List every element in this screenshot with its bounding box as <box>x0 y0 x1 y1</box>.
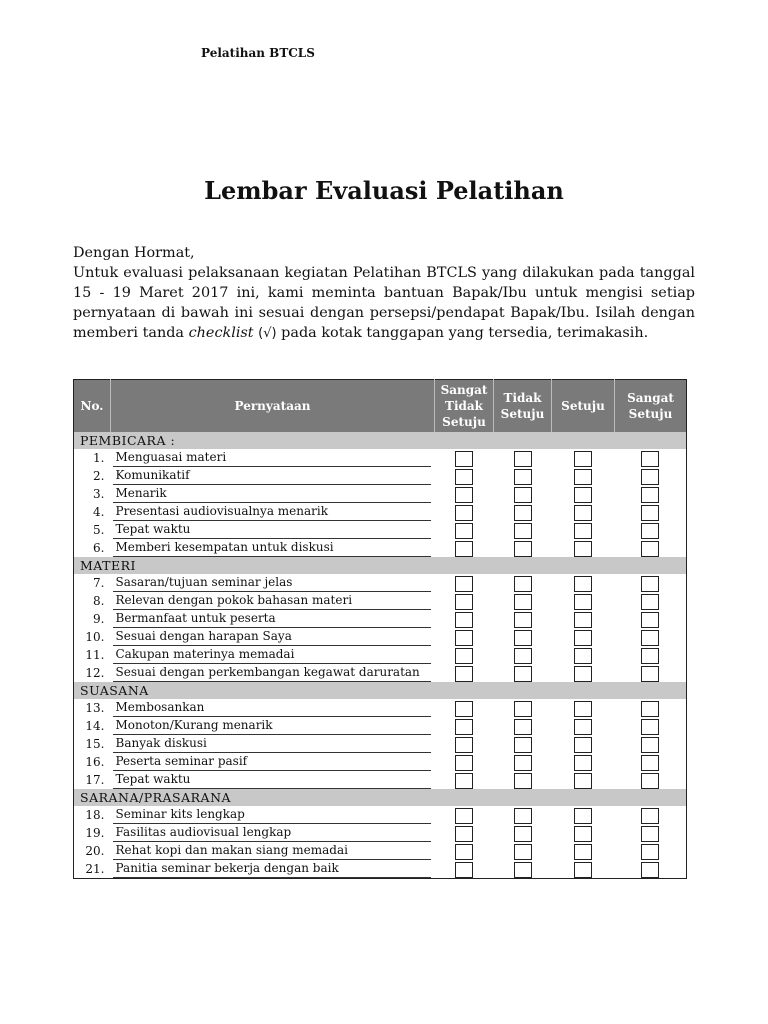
item-number: 16. <box>85 755 105 769</box>
strongly-disagree-cell <box>435 842 494 860</box>
disagree-cell <box>494 592 552 610</box>
strongly-disagree-cell <box>435 539 494 557</box>
disagree-cell <box>494 646 552 664</box>
statement-cell <box>111 646 435 664</box>
statement-cell <box>111 628 435 646</box>
disagree-checkbox[interactable] <box>514 469 532 485</box>
statement-text: Fasilitas audiovisual lengkap <box>113 824 431 842</box>
strongly-disagree-cell <box>435 592 494 610</box>
statement-text: Sasaran/tujuan seminar jelas <box>113 574 431 592</box>
instructions-text-after: pada kotak tanggapan yang tersedia, terimakasih. <box>276 325 649 341</box>
strongly-agree-checkbox[interactable] <box>641 469 659 485</box>
strongly-agree-checkbox[interactable] <box>641 505 659 521</box>
agree-checkbox[interactable] <box>574 469 592 485</box>
statement-cell <box>111 592 435 610</box>
agree-checkbox[interactable] <box>574 576 592 592</box>
disagree-cell <box>494 539 552 557</box>
strongly-disagree-checkbox[interactable] <box>455 826 473 842</box>
strongly-agree-cell <box>615 628 687 646</box>
statement-text: Tepat waktu <box>113 521 431 539</box>
strongly-disagree-cell <box>435 449 494 467</box>
strongly-agree-cell <box>615 485 687 503</box>
header-label: Pelatihan BTCLS <box>201 46 315 60</box>
statement-cell <box>111 449 435 467</box>
agree-cell <box>552 592 615 610</box>
strongly-disagree-cell <box>435 610 494 628</box>
strongly-agree-cell <box>615 574 687 592</box>
item-number: 9. <box>93 612 105 626</box>
agree-checkbox[interactable] <box>574 737 592 753</box>
instructions-text-before: Untuk evaluasi pelaksanaan kegiatan Pelatihan BTCLS yang dilakukan pada tanggal 15 - 19 Maret 2017 ini, kami meminta bantuan Bapak/Ibu untuk mengisi setiap pernyataan di bawah ini sesuai dengan persepsi/pendapat Bapak/Ibu. Isilah dengan memberi tanda <box>73 265 695 341</box>
disagree-checkbox[interactable] <box>514 826 532 842</box>
agree-cell <box>552 574 615 592</box>
item-number: 1. <box>93 451 105 465</box>
strongly-disagree-cell <box>435 824 494 842</box>
agree-checkbox[interactable] <box>574 666 592 682</box>
statement-text: Sesuai dengan harapan Saya <box>113 628 431 646</box>
strongly-disagree-checkbox[interactable] <box>455 862 473 878</box>
strongly-agree-cell <box>615 539 687 557</box>
agree-cell <box>552 717 615 735</box>
table-row <box>74 699 687 717</box>
agree-checkbox[interactable] <box>574 719 592 735</box>
disagree-checkbox[interactable] <box>514 576 532 592</box>
section-row <box>74 557 687 574</box>
agree-cell <box>552 646 615 664</box>
table-row <box>74 467 687 485</box>
strongly-agree-checkbox[interactable] <box>641 541 659 557</box>
agree-checkbox[interactable] <box>574 808 592 824</box>
strongly-agree-cell <box>615 646 687 664</box>
table-row <box>74 485 687 503</box>
strongly-agree-checkbox[interactable] <box>641 773 659 789</box>
strongly-disagree-checkbox[interactable] <box>455 666 473 682</box>
strongly-agree-cell <box>615 610 687 628</box>
statement-cell <box>111 485 435 503</box>
agree-cell <box>552 771 615 789</box>
statement-cell <box>111 717 435 735</box>
statement-text: Relevan dengan pokok bahasan materi <box>113 592 431 610</box>
disagree-checkbox[interactable] <box>514 701 532 717</box>
item-number: 11. <box>85 648 105 662</box>
disagree-cell <box>494 503 552 521</box>
header-disagree: Tidak Setuju <box>494 380 552 433</box>
agree-cell <box>552 449 615 467</box>
strongly-agree-cell <box>615 521 687 539</box>
statement-text: Banyak diskusi <box>113 735 431 753</box>
agree-cell <box>552 467 615 485</box>
header-agree: Setuju <box>552 380 615 433</box>
agree-checkbox[interactable] <box>574 755 592 771</box>
statement-cell <box>111 753 435 771</box>
strongly-agree-checkbox[interactable] <box>641 487 659 503</box>
evaluation-table <box>73 379 687 879</box>
agree-cell <box>552 824 615 842</box>
strongly-agree-cell <box>615 699 687 717</box>
disagree-checkbox[interactable] <box>514 773 532 789</box>
table-row <box>74 628 687 646</box>
agree-cell <box>552 503 615 521</box>
disagree-checkbox[interactable] <box>514 737 532 753</box>
statement-text: Tepat waktu <box>113 771 431 789</box>
agree-cell <box>552 842 615 860</box>
disagree-checkbox[interactable] <box>514 755 532 771</box>
intro-paragraph <box>73 243 695 344</box>
strongly-agree-cell <box>615 503 687 521</box>
checklist-word: checklist <box>188 325 254 341</box>
section-row <box>74 789 687 806</box>
strongly-disagree-checkbox[interactable] <box>455 594 473 610</box>
statement-text: Panitia seminar bekerja dengan baik <box>113 860 431 878</box>
agree-checkbox[interactable] <box>574 826 592 842</box>
table-row <box>74 824 687 842</box>
section-row <box>74 682 687 699</box>
disagree-cell <box>494 735 552 753</box>
strongly-agree-checkbox[interactable] <box>641 719 659 735</box>
statement-text: Seminar kits lengkap <box>113 806 431 824</box>
item-number: 5. <box>93 523 105 537</box>
disagree-checkbox[interactable] <box>514 541 532 557</box>
disagree-checkbox[interactable] <box>514 505 532 521</box>
statement-cell <box>111 574 435 592</box>
strongly-disagree-cell <box>435 646 494 664</box>
statement-cell <box>111 467 435 485</box>
agree-cell <box>552 610 615 628</box>
disagree-checkbox[interactable] <box>514 594 532 610</box>
strongly-agree-cell <box>615 735 687 753</box>
strongly-disagree-cell <box>435 628 494 646</box>
table-row <box>74 717 687 735</box>
item-number: 21. <box>85 862 105 876</box>
strongly-agree-checkbox[interactable] <box>641 594 659 610</box>
item-number: 17. <box>85 773 105 787</box>
statement-text: Membosankan <box>113 699 431 717</box>
disagree-checkbox[interactable] <box>514 666 532 682</box>
statement-text: Menguasai materi <box>113 449 431 467</box>
strongly-disagree-checkbox[interactable] <box>455 701 473 717</box>
disagree-cell <box>494 610 552 628</box>
disagree-cell <box>494 753 552 771</box>
strongly-disagree-checkbox[interactable] <box>455 541 473 557</box>
strongly-disagree-checkbox[interactable] <box>455 523 473 539</box>
strongly-agree-cell <box>615 771 687 789</box>
agree-cell <box>552 806 615 824</box>
strongly-agree-checkbox[interactable] <box>641 844 659 860</box>
agree-checkbox[interactable] <box>574 773 592 789</box>
strongly-agree-cell <box>615 717 687 735</box>
agree-cell <box>552 699 615 717</box>
item-number: 7. <box>93 576 105 590</box>
statement-cell <box>111 610 435 628</box>
disagree-checkbox[interactable] <box>514 487 532 503</box>
table-row <box>74 664 687 682</box>
strongly-agree-checkbox[interactable] <box>641 701 659 717</box>
disagree-cell <box>494 521 552 539</box>
disagree-cell <box>494 717 552 735</box>
header-strongly-agree: Sangat Setuju <box>615 380 687 433</box>
strongly-disagree-checkbox[interactable] <box>455 630 473 646</box>
statement-text: Rehat kopi dan makan siang memadai <box>113 842 431 860</box>
strongly-disagree-cell <box>435 753 494 771</box>
strongly-agree-cell <box>615 449 687 467</box>
disagree-cell <box>494 467 552 485</box>
disagree-cell <box>494 449 552 467</box>
agree-checkbox[interactable] <box>574 701 592 717</box>
agree-cell <box>552 485 615 503</box>
statement-cell <box>111 664 435 682</box>
agree-checkbox[interactable] <box>574 541 592 557</box>
agree-checkbox[interactable] <box>574 451 592 467</box>
strongly-agree-checkbox[interactable] <box>641 826 659 842</box>
agree-checkbox[interactable] <box>574 612 592 628</box>
strongly-agree-cell <box>615 860 687 879</box>
table-row <box>74 539 687 557</box>
item-number: 2. <box>93 469 105 483</box>
strongly-agree-checkbox[interactable] <box>641 451 659 467</box>
agree-checkbox[interactable] <box>574 648 592 664</box>
statement-text: Presentasi audiovisualnya menarik <box>113 503 431 521</box>
table-row <box>74 449 687 467</box>
table-row <box>74 592 687 610</box>
item-number: 19. <box>85 826 105 840</box>
strongly-disagree-checkbox[interactable] <box>455 487 473 503</box>
strongly-disagree-checkbox[interactable] <box>455 576 473 592</box>
agree-cell <box>552 521 615 539</box>
item-number: 3. <box>93 487 105 501</box>
strongly-agree-checkbox[interactable] <box>641 737 659 753</box>
table-row <box>74 806 687 824</box>
strongly-disagree-checkbox[interactable] <box>455 755 473 771</box>
statement-cell <box>111 842 435 860</box>
strongly-disagree-cell <box>435 699 494 717</box>
strongly-disagree-checkbox[interactable] <box>455 808 473 824</box>
strongly-agree-checkbox[interactable] <box>641 523 659 539</box>
disagree-checkbox[interactable] <box>514 808 532 824</box>
strongly-disagree-checkbox[interactable] <box>455 737 473 753</box>
agree-checkbox[interactable] <box>574 630 592 646</box>
section-title: PEMBICARA : <box>74 432 687 449</box>
table-body <box>74 432 687 879</box>
instructions <box>73 263 695 344</box>
strongly-disagree-cell <box>435 771 494 789</box>
table-row <box>74 860 687 879</box>
agree-cell <box>552 735 615 753</box>
strongly-agree-cell <box>615 824 687 842</box>
agree-cell <box>552 753 615 771</box>
strongly-disagree-checkbox[interactable] <box>455 648 473 664</box>
item-number: 18. <box>85 808 105 822</box>
strongly-agree-checkbox[interactable] <box>641 666 659 682</box>
agree-checkbox[interactable] <box>574 487 592 503</box>
strongly-agree-checkbox[interactable] <box>641 648 659 664</box>
table-row <box>74 574 687 592</box>
statement-text: Peserta seminar pasif <box>113 753 431 771</box>
agree-cell <box>552 539 615 557</box>
strongly-disagree-cell <box>435 485 494 503</box>
table-row <box>74 646 687 664</box>
section-title: SUASANA <box>74 682 687 699</box>
strongly-disagree-checkbox[interactable] <box>455 773 473 789</box>
page-title: Lembar Evaluasi Pelatihan <box>204 176 564 205</box>
strongly-disagree-checkbox[interactable] <box>455 469 473 485</box>
strongly-agree-checkbox[interactable] <box>641 576 659 592</box>
item-number: 4. <box>93 505 105 519</box>
disagree-checkbox[interactable] <box>514 451 532 467</box>
disagree-cell <box>494 771 552 789</box>
header-statement: Pernyataan <box>111 380 435 433</box>
statement-cell <box>111 539 435 557</box>
disagree-cell <box>494 699 552 717</box>
disagree-checkbox[interactable] <box>514 844 532 860</box>
agree-checkbox[interactable] <box>574 862 592 878</box>
table-row <box>74 771 687 789</box>
table-row <box>74 521 687 539</box>
item-number: 8. <box>93 594 105 608</box>
item-number: 20. <box>85 844 105 858</box>
disagree-checkbox[interactable] <box>514 612 532 628</box>
statement-cell <box>111 521 435 539</box>
statement-text: Menarik <box>113 485 431 503</box>
strongly-disagree-cell <box>435 806 494 824</box>
item-number: 6. <box>93 541 105 555</box>
table-row <box>74 842 687 860</box>
agree-cell <box>552 628 615 646</box>
table-header-row <box>74 380 687 433</box>
agree-checkbox[interactable] <box>574 505 592 521</box>
table-row <box>74 735 687 753</box>
statement-text: Monoton/Kurang menarik <box>113 717 431 735</box>
strongly-disagree-cell <box>435 860 494 879</box>
strongly-agree-checkbox[interactable] <box>641 755 659 771</box>
statement-cell <box>111 824 435 842</box>
strongly-agree-cell <box>615 467 687 485</box>
check-symbol: (√) <box>258 326 277 341</box>
disagree-checkbox[interactable] <box>514 719 532 735</box>
strongly-disagree-cell <box>435 574 494 592</box>
strongly-disagree-checkbox[interactable] <box>455 451 473 467</box>
statement-cell <box>111 806 435 824</box>
strongly-agree-cell <box>615 806 687 824</box>
greeting: Dengan Hormat, <box>73 245 195 261</box>
table-row <box>74 610 687 628</box>
strongly-disagree-cell <box>435 664 494 682</box>
header-strongly-disagree: Sangat Tidak Setuju <box>435 380 494 433</box>
table-row <box>74 753 687 771</box>
strongly-disagree-checkbox[interactable] <box>455 505 473 521</box>
item-number: 13. <box>85 701 105 715</box>
strongly-disagree-cell <box>435 521 494 539</box>
strongly-agree-cell <box>615 842 687 860</box>
item-number: 15. <box>85 737 105 751</box>
strongly-agree-checkbox[interactable] <box>641 612 659 628</box>
disagree-checkbox[interactable] <box>514 648 532 664</box>
table-row <box>74 503 687 521</box>
statement-text: Cakupan materinya memadai <box>113 646 431 664</box>
agree-cell <box>552 664 615 682</box>
disagree-checkbox[interactable] <box>514 523 532 539</box>
item-number: 12. <box>85 666 105 680</box>
strongly-agree-checkbox[interactable] <box>641 630 659 646</box>
disagree-cell <box>494 574 552 592</box>
disagree-cell <box>494 806 552 824</box>
strongly-agree-checkbox[interactable] <box>641 808 659 824</box>
disagree-checkbox[interactable] <box>514 862 532 878</box>
statement-cell <box>111 860 435 879</box>
statement-text: Memberi kesempatan untuk diskusi <box>113 539 431 557</box>
disagree-cell <box>494 842 552 860</box>
strongly-agree-checkbox[interactable] <box>641 862 659 878</box>
statement-text: Komunikatif <box>113 467 431 485</box>
agree-checkbox[interactable] <box>574 523 592 539</box>
section-row <box>74 432 687 449</box>
agree-checkbox[interactable] <box>574 844 592 860</box>
strongly-agree-cell <box>615 664 687 682</box>
strongly-disagree-checkbox[interactable] <box>455 612 473 628</box>
disagree-cell <box>494 860 552 879</box>
strongly-disagree-cell <box>435 717 494 735</box>
section-title: SARANA/PRASARANA <box>74 789 687 806</box>
agree-checkbox[interactable] <box>574 594 592 610</box>
disagree-cell <box>494 824 552 842</box>
header-no: No. <box>74 380 111 433</box>
disagree-cell <box>494 485 552 503</box>
strongly-disagree-checkbox[interactable] <box>455 844 473 860</box>
strongly-agree-cell <box>615 753 687 771</box>
disagree-cell <box>494 628 552 646</box>
disagree-checkbox[interactable] <box>514 630 532 646</box>
disagree-cell <box>494 664 552 682</box>
statement-cell <box>111 503 435 521</box>
strongly-disagree-cell <box>435 503 494 521</box>
strongly-disagree-cell <box>435 467 494 485</box>
agree-cell <box>552 860 615 879</box>
strongly-disagree-cell <box>435 735 494 753</box>
section-title: MATERI <box>74 557 687 574</box>
strongly-disagree-checkbox[interactable] <box>455 719 473 735</box>
statement-cell <box>111 771 435 789</box>
statement-text: Bermanfaat untuk peserta <box>113 610 431 628</box>
item-number: 14. <box>85 719 105 733</box>
strongly-agree-cell <box>615 592 687 610</box>
statement-text: Sesuai dengan perkembangan kegawat daruratan <box>113 664 431 682</box>
statement-cell <box>111 735 435 753</box>
item-number: 10. <box>85 630 105 644</box>
statement-cell <box>111 699 435 717</box>
